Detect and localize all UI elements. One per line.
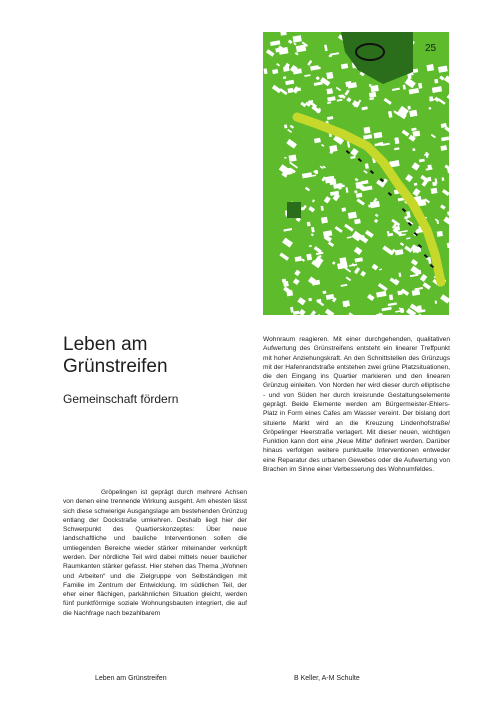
map-building <box>275 48 281 53</box>
map-building <box>326 88 333 94</box>
map-building <box>437 231 443 237</box>
map-building <box>321 217 328 224</box>
footer-title: Leben am Grünstreifen <box>95 675 167 682</box>
map-building <box>426 64 434 71</box>
map-building <box>395 226 400 231</box>
body-text-left-column: Gröpelingen ist geprägt durch mehrere Achsen von denen eine trennende Wirkung ausgeht. Am ehesten lässt sich diese schwierige Ausgangslage am bestehenden Grünzug entlang der Dockstraße umkehren. Deshalb liegt hier der Schwerpunkt des Quartierskonzeptes: Über neue landschaftliche und bauliche Interventionen sollen die umliegenden Bereiche wieder stärker miteinander verknüpft werden. Der nördliche Teil wird dabei mittels neuer baulicher Raumkanten stärker gefasst. Hier stehen das Thema „Wohnen und Arbeiten“ und die Zielgruppe von Selbständigen mit Familie im Zentrum der Entwicklung. Im südlichen Teil, der eher einer flächigen, parkähnlichen Situation gleicht, werden fünf punktförmige soziale Wohnungsbauten integriert, die auf die Nachfrage nach bezahlbarem <box>63 489 247 617</box>
map-dark-patch <box>287 202 301 218</box>
map-building <box>342 207 347 211</box>
map-building <box>369 84 372 87</box>
map-building <box>387 231 389 233</box>
map-building <box>434 79 438 84</box>
map-building <box>354 190 357 193</box>
map-building <box>283 281 289 287</box>
map-building <box>326 72 333 79</box>
map-building <box>364 127 371 134</box>
map-building <box>288 88 294 93</box>
map-building <box>397 290 402 295</box>
map-building <box>289 154 297 161</box>
footer-authors: B Keller, A-M Schulte <box>294 675 360 682</box>
map-building <box>308 298 312 302</box>
map-building <box>408 106 411 110</box>
map-building <box>286 290 293 296</box>
page-subtitle: Gemeinschaft fördern <box>63 392 179 406</box>
map-building <box>412 148 415 151</box>
site-plan-map <box>263 32 449 315</box>
map-building <box>342 300 350 307</box>
page-title: Leben am Grünstreifen <box>63 334 168 377</box>
map-building <box>329 179 336 186</box>
map-building <box>427 177 431 182</box>
map-building <box>414 183 418 186</box>
map-building <box>431 188 438 194</box>
page-number: 25 <box>425 43 437 54</box>
map-building <box>409 110 417 117</box>
map-building <box>323 291 327 294</box>
body-text-right-column: Wohnraum reagieren. Mit einer durchgehenden, qualitativen Aufwertung des Grünstreifens entsteht ein linearer Treffpunkt mit hoher Anziehungskraft. An den Schnittstellen des Grünzugs mit der Hafenrandstraße entstehen zwei grüne Platzsituationen, die den Eingang ins Quartier markieren und den linearen Grünzug einleiten. Von Norden her wird dieser durch elliptische - und von Süden her durch kreisrunde Gestaltungselemente geprägt. Beide Elemente werden am Bürgermeister-Ehlers-Platz in Form eines Cafes am Wasser vereint. Der bislang dort situierte Markt wird an die Kreuzung Lindenhofstraße/ Gröpelinger Heerstraße verlagert. Mit dieser neuen, wichtigen Funktion kann dort eine „Neue Mitte“ definiert werden. Darüber hinaus verfolgen weitere punktuelle Interventionen entweder eine Reparatur des urbanen Gewebes oder die Aufwertung von Brachen im Sinne einer Verbesserung des Wohnumfeldes. <box>263 336 450 473</box>
map-building <box>283 76 286 79</box>
